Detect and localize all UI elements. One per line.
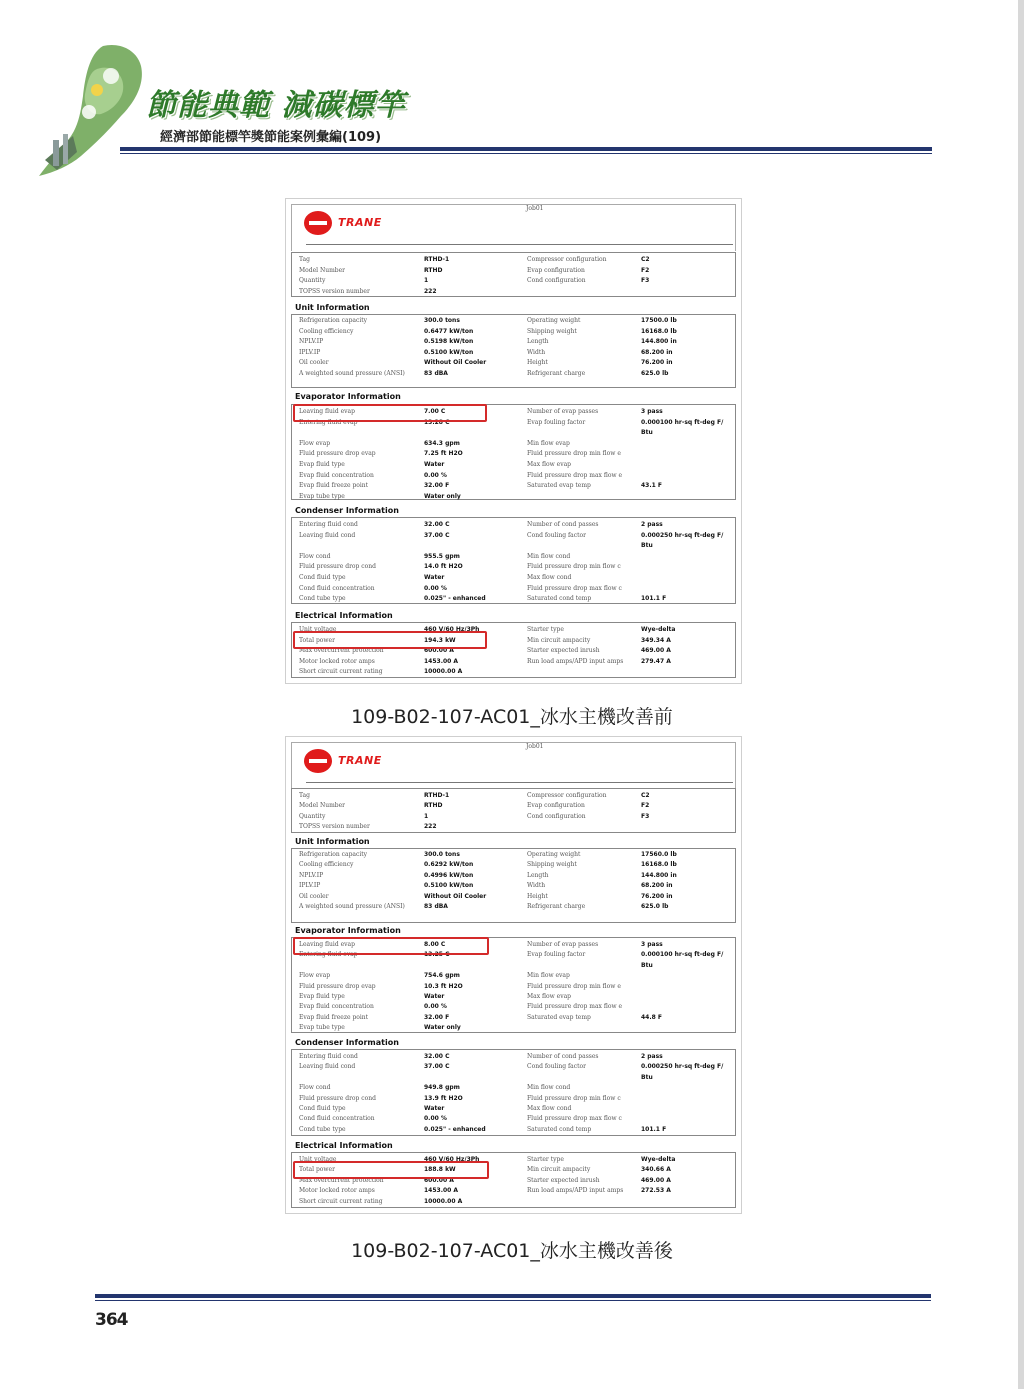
- field-value: 955.5 gpm: [424, 552, 460, 560]
- field-value: 0.00 %: [424, 1115, 447, 1123]
- field-value: 3 pass: [641, 408, 663, 415]
- field-value: Water only: [424, 492, 461, 500]
- field-value: 0.025" - enhanced: [424, 1125, 486, 1133]
- field-value: 0.00 %: [424, 471, 447, 479]
- field-value: 144.800 in: [641, 871, 677, 879]
- field-value: 16168.0 lb: [641, 327, 677, 335]
- field-label: Saturated evap temp: [527, 1013, 591, 1021]
- field-label: Min circuit ampacity: [527, 636, 591, 644]
- field-value: 7.25 ft H2O: [424, 450, 463, 458]
- field-value: 188.8 kW: [424, 1166, 456, 1174]
- field-label: A weighted sound pressure (ANSI): [299, 903, 405, 910]
- field-value: RTHD: [424, 266, 443, 274]
- field-label: Total power: [299, 1166, 335, 1174]
- field-value: Btu: [641, 1073, 653, 1081]
- field-value: 1: [424, 812, 429, 820]
- header-subtitle: 經濟部節能標竿獎節能案例彙編(109): [160, 130, 382, 145]
- field-value: 279.47 A: [641, 657, 671, 665]
- trane-logo-icon: [304, 749, 332, 773]
- field-label: Motor locked rotor amps: [299, 657, 375, 665]
- field-label: Run load amps/APD input amps: [527, 657, 624, 665]
- field-value: 0.5100 kW/ton: [424, 882, 474, 890]
- field-label: Cooling efficiency: [299, 861, 354, 869]
- section-title: Evaporator Information: [295, 392, 401, 401]
- field-label: Leaving fluid cond: [299, 531, 356, 539]
- field-label: Entering fluid evap: [299, 418, 358, 426]
- field-value: 340.66 A: [641, 1166, 671, 1174]
- field-value: 0.000100 hr-sq ft-deg F/: [641, 951, 724, 959]
- field-value: 194.3 kW: [424, 636, 456, 644]
- field-value: RTHD-1: [424, 256, 450, 263]
- section-title: Evaporator Information: [295, 926, 401, 935]
- field-label: Operating weight: [527, 851, 581, 858]
- field-label: Entering fluid cond: [299, 521, 358, 528]
- field-value: 600.00 A: [424, 647, 454, 655]
- field-label: Evap configuration: [527, 802, 585, 810]
- field-value: 44.8 F: [641, 1013, 662, 1021]
- field-value: 349.34 A: [641, 636, 671, 644]
- field-label: Unit voltage: [299, 1156, 337, 1163]
- field-label: Evap fouling factor: [527, 418, 586, 426]
- field-value: 32.00 F: [424, 482, 450, 490]
- section-title: Condenser Information: [295, 506, 399, 515]
- field-label: Fluid pressure drop cond: [299, 563, 376, 571]
- field-label: Saturated evap temp: [527, 482, 591, 490]
- header-rule: [120, 147, 932, 151]
- field-label: Operating weight: [527, 317, 581, 324]
- field-label: Fluid pressure drop min flow e: [527, 982, 621, 990]
- field-label: Cond tube type: [299, 595, 346, 603]
- field-value: 7.00 C: [424, 408, 446, 415]
- field-value: F3: [641, 812, 650, 820]
- field-label: Cond tube type: [299, 1125, 346, 1133]
- field-label: Max overcurrent protection: [299, 1176, 384, 1184]
- field-label: Entering fluid cond: [299, 1053, 358, 1060]
- field-value: 13.25 C: [424, 951, 450, 959]
- report-divider: [306, 244, 733, 245]
- field-label: Cond fluid concentration: [299, 1115, 375, 1123]
- field-value: Water: [424, 1105, 445, 1112]
- page-edge: [1018, 0, 1024, 1389]
- field-value: 0.000100 hr-sq ft-deg F/: [641, 418, 724, 426]
- field-value: 625.0 lb: [641, 370, 669, 377]
- field-value: 949.8 gpm: [424, 1084, 460, 1092]
- page-number: 364: [95, 1310, 128, 1330]
- field-label: Model Number: [299, 802, 346, 810]
- field-label: Short circuit current rating: [299, 1197, 383, 1205]
- field-label: Fluid pressure drop min flow e: [527, 450, 621, 458]
- field-label: Starter type: [527, 626, 564, 633]
- field-value: 8.00 C: [424, 941, 446, 948]
- field-label: Evap fluid concentration: [299, 471, 374, 479]
- chiller-report-before: [285, 198, 742, 684]
- field-value: 1453.00 A: [424, 1187, 459, 1195]
- field-label: A weighted sound pressure (ANSI): [299, 370, 405, 377]
- field-label: Number of evap passes: [527, 408, 599, 415]
- field-value: 0.025" - enhanced: [424, 595, 486, 603]
- trane-logo-text: TRANE: [338, 754, 382, 767]
- taiwan-map-logo-icon: [25, 40, 155, 180]
- caption-before: 109-B02-107-AC01_冰水主機改善前: [351, 706, 673, 728]
- field-value: 13.9 ft H2O: [424, 1094, 463, 1102]
- field-label: Leaving fluid cond: [299, 1063, 356, 1071]
- field-label: Min flow cond: [527, 552, 571, 560]
- field-label: Fluid pressure drop max flow e: [527, 1003, 623, 1011]
- highlight-box: [293, 1161, 489, 1179]
- footer-rule: [95, 1294, 931, 1298]
- field-label: NPLV.IP: [299, 338, 324, 346]
- field-label: Refrigeration capacity: [299, 851, 368, 858]
- field-value: Btu: [641, 429, 653, 437]
- field-label: Oil cooler: [299, 359, 329, 367]
- field-label: Fluid pressure drop max flow e: [527, 471, 623, 479]
- field-value: 17500.0 lb: [641, 317, 677, 324]
- field-label: IPLV.IP: [299, 348, 321, 356]
- field-value: 272.53 A: [641, 1187, 671, 1195]
- section-title: Condenser Information: [295, 1038, 399, 1047]
- field-value: Without Oil Cooler: [424, 359, 487, 367]
- field-label: Fluid pressure drop min flow c: [527, 563, 621, 571]
- field-label: Leaving fluid evap: [299, 941, 355, 948]
- field-value: 17560.0 lb: [641, 851, 677, 858]
- field-label: Number of evap passes: [527, 941, 599, 948]
- section-title: Unit Information: [295, 303, 370, 312]
- field-label: Motor locked rotor amps: [299, 1187, 375, 1195]
- field-value: 754.6 gpm: [424, 972, 460, 980]
- field-label: Cond fluid type: [299, 574, 346, 581]
- field-label: Shipping weight: [527, 861, 577, 869]
- field-value: 1: [424, 277, 429, 285]
- field-value: 68.200 in: [641, 348, 673, 356]
- field-label: Quantity: [299, 812, 326, 820]
- field-label: Saturated cond temp: [527, 595, 592, 603]
- section-box: [291, 1049, 736, 1136]
- field-label: Evap fluid concentration: [299, 1003, 374, 1011]
- field-value: 43.1 F: [641, 482, 662, 490]
- field-value: 300.0 tons: [424, 317, 460, 324]
- field-label: Fluid pressure drop cond: [299, 1094, 376, 1102]
- field-label: Evap fouling factor: [527, 951, 586, 959]
- field-value: 101.1 F: [641, 1125, 667, 1133]
- field-value: 68.200 in: [641, 882, 673, 890]
- field-value: RTHD-1: [424, 792, 450, 799]
- field-label: Short circuit current rating: [299, 668, 383, 676]
- field-value: RTHD: [424, 802, 443, 810]
- field-value: 469.00 A: [641, 1176, 671, 1184]
- field-label: Width: [527, 348, 546, 356]
- field-value: C2: [641, 792, 650, 799]
- field-value: F2: [641, 802, 650, 810]
- field-value: 13.28 C: [424, 418, 450, 426]
- field-label: Refrigeration capacity: [299, 317, 368, 324]
- field-value: Wye-delta: [641, 626, 676, 633]
- field-value: 32.00 C: [424, 1053, 450, 1060]
- field-value: 0.5100 kW/ton: [424, 348, 474, 356]
- field-label: Fluid pressure drop max flow c: [527, 1115, 622, 1123]
- field-label: Evap tube type: [299, 492, 345, 500]
- field-value: 3 pass: [641, 941, 663, 948]
- field-value: 625.0 lb: [641, 903, 669, 910]
- field-label: Evap fluid type: [299, 461, 345, 468]
- field-label: Cond fouling factor: [527, 1063, 587, 1071]
- field-value: Water: [424, 993, 445, 1000]
- field-label: Run load amps/APD input amps: [527, 1187, 624, 1195]
- field-label: Starter expected inrush: [527, 1176, 600, 1184]
- field-value: 0.00 %: [424, 1003, 447, 1011]
- field-value: 101.1 F: [641, 595, 667, 603]
- field-label: Flow cond: [299, 552, 331, 560]
- field-label: Cond configuration: [527, 277, 586, 285]
- field-value: Without Oil Cooler: [424, 892, 487, 900]
- field-label: Width: [527, 882, 546, 890]
- field-value: 0.5198 kW/ton: [424, 338, 474, 346]
- field-value: 76.200 in: [641, 892, 673, 900]
- field-value: 0.000250 hr-sq ft-deg F/: [641, 1063, 724, 1071]
- field-value: 2 pass: [641, 1053, 663, 1060]
- field-label: Min flow evap: [527, 972, 570, 980]
- field-label: Leaving fluid evap: [299, 408, 355, 415]
- field-label: Max flow evap: [527, 461, 572, 468]
- field-label: Total power: [299, 636, 335, 644]
- field-label: Tag: [299, 256, 310, 263]
- field-value: 32.00 C: [424, 521, 450, 528]
- field-label: Compressor configuration: [527, 792, 607, 799]
- field-label: Fluid pressure drop evap: [299, 982, 376, 990]
- field-value: 83 dBA: [424, 370, 448, 377]
- field-value: Water: [424, 461, 445, 468]
- header-title: 節能典範 減碳標竿: [146, 88, 406, 123]
- field-label: Cond fluid type: [299, 1105, 346, 1112]
- field-label: Max flow cond: [527, 1105, 572, 1112]
- field-label: TOPSS version number: [299, 287, 370, 295]
- field-value: 0.6292 kW/ton: [424, 861, 474, 869]
- highlight-box: [293, 631, 487, 649]
- field-label: Tag: [299, 792, 310, 799]
- field-value: Btu: [641, 961, 653, 969]
- highlight-box: [293, 937, 489, 955]
- trane-logo-text: TRANE: [338, 216, 382, 229]
- field-label: Fluid pressure drop min flow c: [527, 1094, 621, 1102]
- field-value: Water: [424, 574, 445, 581]
- field-value: F2: [641, 266, 650, 274]
- field-value: Water only: [424, 1024, 461, 1032]
- field-label: Flow evap: [299, 972, 331, 980]
- job-label: Job01: [526, 205, 544, 212]
- field-value: 460 V/60 Hz/3Ph: [424, 1156, 480, 1163]
- field-label: Max flow cond: [527, 574, 572, 581]
- field-label: Shipping weight: [527, 327, 577, 335]
- field-value: Btu: [641, 542, 653, 550]
- field-label: Cond fluid concentration: [299, 584, 375, 592]
- field-label: NPLV.IP: [299, 871, 324, 879]
- field-label: Evap fluid type: [299, 993, 345, 1000]
- field-value: 222: [424, 287, 437, 295]
- field-label: Flow cond: [299, 1084, 331, 1092]
- field-value: 0.00 %: [424, 584, 447, 592]
- field-label: Saturated cond temp: [527, 1125, 592, 1133]
- field-label: Fluid pressure drop evap: [299, 450, 376, 458]
- field-label: Cond fouling factor: [527, 531, 587, 539]
- field-label: Starter type: [527, 1156, 564, 1163]
- field-label: Length: [527, 338, 549, 346]
- field-value: 14.0 ft H2O: [424, 563, 463, 571]
- field-label: Min flow evap: [527, 439, 570, 447]
- field-label: Evap fluid freeze point: [299, 482, 369, 490]
- section-title: Electrical Information: [295, 1141, 393, 1150]
- field-label: TOPSS version number: [299, 823, 370, 831]
- field-label: Compressor configuration: [527, 256, 607, 263]
- field-value: 0.000250 hr-sq ft-deg F/: [641, 531, 724, 539]
- field-label: Starter expected inrush: [527, 647, 600, 655]
- field-value: 1453.00 A: [424, 657, 459, 665]
- field-value: C2: [641, 256, 650, 263]
- field-value: 469.00 A: [641, 647, 671, 655]
- field-label: Refrigerant charge: [527, 903, 586, 910]
- field-label: Max flow evap: [527, 993, 572, 1000]
- field-label: Min flow cond: [527, 1084, 571, 1092]
- field-label: Evap configuration: [527, 266, 585, 274]
- field-label: Max overcurrent protection: [299, 647, 384, 655]
- field-value: 222: [424, 823, 437, 831]
- field-value: 10.3 ft H2O: [424, 982, 463, 990]
- field-label: Height: [527, 892, 548, 900]
- section-title: Electrical Information: [295, 611, 393, 620]
- field-value: 83 dBA: [424, 903, 448, 910]
- field-label: Oil cooler: [299, 892, 329, 900]
- field-label: Quantity: [299, 277, 326, 285]
- caption-after: 109-B02-107-AC01_冰水主機改善後: [351, 1240, 673, 1262]
- field-label: Refrigerant charge: [527, 370, 586, 377]
- field-value: 10000.00 A: [424, 1197, 463, 1205]
- header-rule-thin: [120, 153, 932, 154]
- trane-logo-icon: [304, 211, 332, 235]
- field-value: 634.3 gpm: [424, 439, 460, 447]
- field-label: Evap fluid freeze point: [299, 1013, 369, 1021]
- field-label: Fluid pressure drop max flow c: [527, 584, 622, 592]
- field-label: Number of cond passes: [527, 1053, 599, 1060]
- field-value: Wye-delta: [641, 1156, 676, 1163]
- highlight-box: [293, 404, 487, 422]
- field-value: 460 V/60 Hz/3Ph: [424, 626, 480, 633]
- field-value: 32.00 F: [424, 1013, 450, 1021]
- footer-rule-thin: [95, 1300, 931, 1301]
- field-label: Length: [527, 871, 549, 879]
- field-label: Min circuit ampacity: [527, 1166, 591, 1174]
- field-value: 0.6477 kW/ton: [424, 327, 474, 335]
- field-value: 0.4996 kW/ton: [424, 871, 474, 879]
- field-label: Evap tube type: [299, 1024, 345, 1032]
- field-label: Model Number: [299, 266, 346, 274]
- field-value: 144.800 in: [641, 338, 677, 346]
- field-label: Entering fluid evap: [299, 951, 358, 959]
- field-value: 300.0 tons: [424, 851, 460, 858]
- field-label: IPLV.IP: [299, 882, 321, 890]
- field-value: 76.200 in: [641, 359, 673, 367]
- field-label: Height: [527, 359, 548, 367]
- field-label: Cooling efficiency: [299, 327, 354, 335]
- field-label: Unit voltage: [299, 626, 337, 633]
- field-value: 37.00 C: [424, 531, 450, 539]
- field-label: Number of cond passes: [527, 521, 599, 528]
- job-label: Job01: [526, 743, 544, 750]
- field-value: F3: [641, 277, 650, 285]
- field-value: 600.00 A: [424, 1176, 454, 1184]
- report-divider: [306, 782, 733, 783]
- field-label: Flow evap: [299, 439, 331, 447]
- field-label: Cond configuration: [527, 812, 586, 820]
- field-value: 37.00 C: [424, 1063, 450, 1071]
- chiller-report-after: [285, 736, 742, 1214]
- field-value: 16168.0 lb: [641, 861, 677, 869]
- section-title: Unit Information: [295, 837, 370, 846]
- field-value: 2 pass: [641, 521, 663, 528]
- field-value: 10000.00 A: [424, 668, 463, 676]
